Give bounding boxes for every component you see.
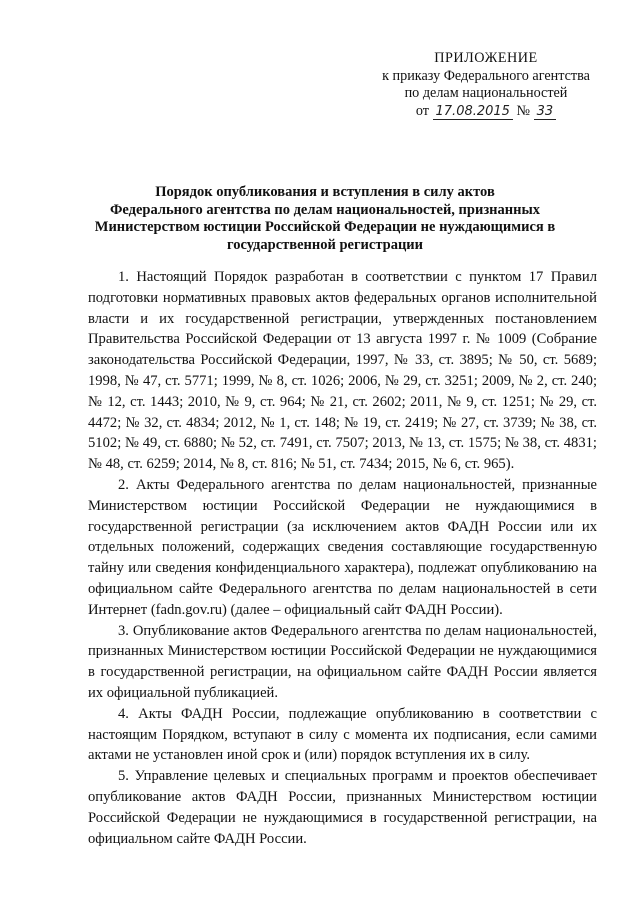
- title-line-4: государственной регистрации: [226, 236, 424, 253]
- appendix-date-line: [356, 103, 616, 121]
- number-prefix: №: [516, 102, 531, 119]
- paragraph-1: 1. Настоящий Порядок разработан в соответствии с пунктом 17 Правил подготовки нормативных правовых актов федеральных органов исполнительной власти и их государственной регистрации, утвержденных постановлением Правительства Российской Федерации от 13 августа 1997 г. № 1009 (Собрание законодательства Российской Федерации, 1997, № 33, ст. 3895; № 50, ст. 5689; 1998, № 47, ст. 5771; 1999, № 8, ст. 1026; 2006, № 29, ст. 3251; 2009, № 2, ст. 240; № 12, ст. 1443; 2010, № 9, ст. 964; № 21, ст. 2602; 2011, № 9, ст. 1251; № 29, ст. 4472; № 32, ст. 4834; 2012, № 1, ст. 148; № 19, ст. 2419; № 27, ст. 3739; № 38, ст. 5102; № 49, ст. 6880; № 52, ст. 7491, ст. 7507; 2013, № 13, ст. 1575; № 38, ст. 4831; № 48, ст. 6259; 2014, № 8, ст. 816; № 51, ст. 7434; 2015, № 6, ст. 965).: [88, 269, 597, 473]
- handwritten-number: 33: [534, 104, 557, 120]
- appendix-line-order: к приказу Федерального агентства: [382, 67, 590, 84]
- document-body: [88, 267, 597, 849]
- document-title: [60, 184, 590, 254]
- title-line-1: Порядок опубликования и вступления в силу актов: [155, 184, 495, 200]
- paragraph-2: 2. Акты Федерального агентства по делам национальностей, признанные Министерством юстиции Российской Федерации не нуждающимися в государственной регистрации (за исключением актов ФАДН России или их отдельных положений, содержащих сведения составляющие государственную тайну или сведения конфиденциального характера), подлежат опубликованию на официальном сайте Федерального агентства по делам национальностей в сети Интернет (fadn.gov.ru) (далее – официальный сайт ФАДН России).: [88, 476, 597, 618]
- paragraph-4: 4. Акты ФАДН России, подлежащие опубликованию в соответствии с настоящим Порядком, вступают в силу с момента их подписания, если самими актами не установлен иной срок и (или) порядок вступления их в силу.: [88, 705, 597, 764]
- appendix-line-agency: по делам национальностей: [404, 85, 568, 102]
- appendix-title: ПРИЛОЖЕНИЕ: [434, 50, 538, 66]
- paragraph-5: 5. Управление целевых и специальных программ и проектов обеспечивает опубликование актов ФАДН России, признанных Министерством юстиции Российской Федерации не нуждающимися в государственной регистрации, на официальном сайте ФАДН России.: [88, 768, 597, 847]
- date-prefix: от: [415, 102, 429, 119]
- title-line-3: Министерством юстиции Российской Федерации не нуждающимися в: [94, 219, 556, 236]
- handwritten-date: 17.08.2015: [433, 104, 513, 120]
- paragraph-3: 3. Опубликование актов Федерального агентства по делам национальностей, признанных Министерством юстиции Российской Федерации не нуждающимися в государственной регистрации, на официальном сайте ФАДН России является их официальной публикацией.: [88, 622, 597, 701]
- appendix-block: [356, 50, 616, 120]
- title-line-2: Федерального агентства по делам национальностей, признанных: [109, 201, 541, 218]
